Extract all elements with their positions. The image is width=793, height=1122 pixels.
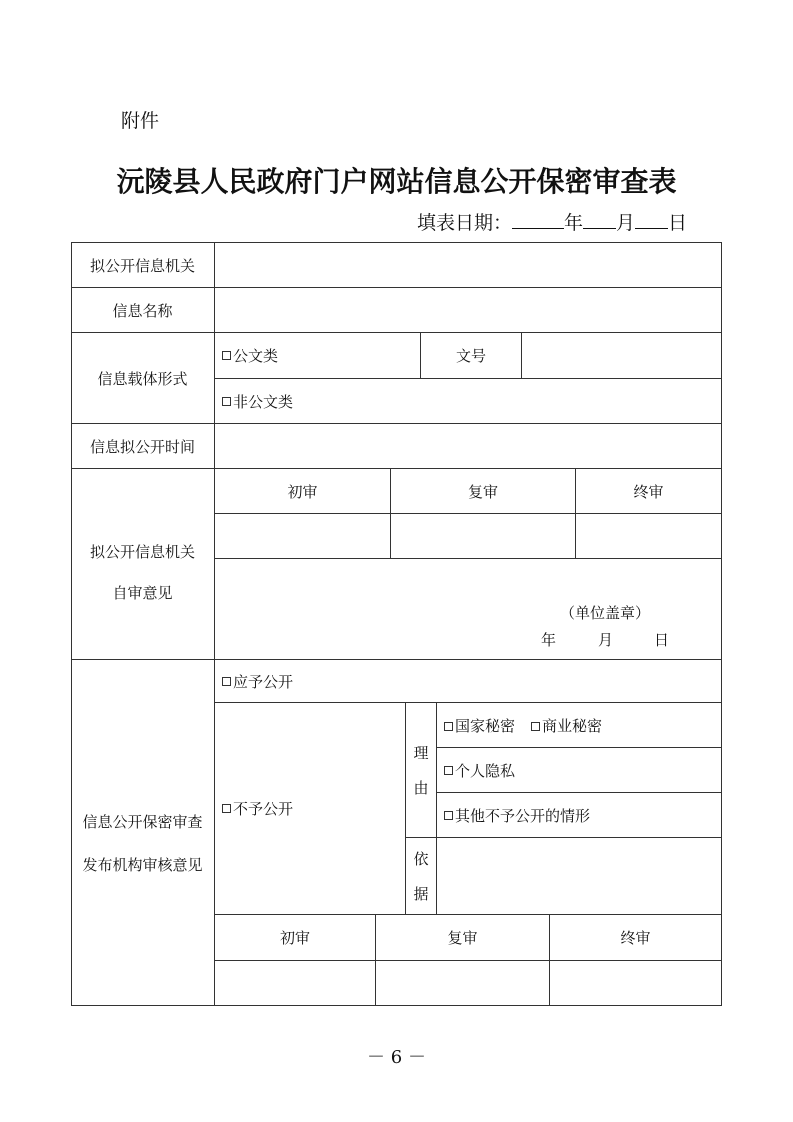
table-border-bottom [71,1005,722,1006]
year-blank[interactable] [512,211,564,229]
publish-initial-field[interactable] [215,961,375,1005]
should-publish-checkbox[interactable] [215,660,721,702]
checkbox-icon [531,722,540,731]
agency-field[interactable] [215,243,721,287]
page-title: 沅陵县人民政府门户网站信息公开保密审查表 [116,165,677,198]
self-review-label-line2: 自审意见 [112,584,173,602]
publish-stage-final: 终审 [620,929,651,947]
page-number: － 6 － [367,1047,426,1068]
year-unit: 年 [563,212,583,234]
other-reason-label: 其他不予公开的情形 [455,806,591,825]
day-unit: 日 [667,212,687,234]
label-info-name: 信息名称 [112,301,173,320]
self-review-label-line1: 拟公开信息机关 [89,543,195,561]
basis-char-1: 依 [413,850,429,868]
official-doc-checkbox[interactable] [215,333,420,378]
reason-char-2: 由 [413,779,429,797]
publish-stage-initial: 初审 [279,929,310,947]
checkbox-icon [444,722,453,731]
publish-stage-second: 复审 [447,929,478,947]
doc-number-field[interactable] [522,333,721,378]
not-publish-checkbox[interactable] [215,703,405,914]
trade-secret-checkbox[interactable] [531,715,602,736]
fill-date-label: 填表日期： [416,212,512,234]
state-secret-checkbox[interactable] [444,715,515,736]
reason-label [406,703,436,837]
checkbox-icon [222,804,231,813]
row-divider [214,558,722,559]
table-border-right [721,242,722,1006]
publish-review-label-line1: 信息公开保密审查 [82,812,203,831]
planned-time-field[interactable] [215,424,721,468]
checkbox-icon [222,397,231,406]
month-blank[interactable] [583,211,616,229]
basis-field[interactable] [437,838,721,914]
checkbox-icon [444,766,453,775]
checkbox-icon [222,677,231,686]
month-unit: 月 [615,212,635,234]
self-stage-second: 复审 [467,482,498,501]
self-stage-final: 终审 [633,482,664,501]
self-stage-initial: 初审 [287,482,318,501]
publish-review-label-line2: 发布机构审核意见 [82,855,203,874]
non-official-doc-checkbox[interactable] [215,379,721,423]
fill-date [417,208,687,235]
publish-second-field[interactable] [376,961,549,1005]
basis-char-2: 据 [413,885,429,903]
seal-day: 日 [654,631,670,649]
checkbox-icon [222,351,231,360]
non-official-doc-label: 非公文类 [233,392,294,411]
should-publish-label: 应予公开 [233,672,294,691]
reason-row-secrets [437,703,721,747]
self-initial-field[interactable] [215,514,390,558]
label-carrier-form: 信息载体形式 [97,369,188,388]
official-doc-label: 公文类 [233,347,279,365]
label-planned-time: 信息拟公开时间 [89,437,195,456]
trade-secret-label: 商业秘密 [542,716,603,735]
other-reason-checkbox[interactable] [437,793,721,837]
label-doc-number: 文号 [455,347,486,365]
not-publish-label: 不予公开 [233,800,294,818]
self-final-field[interactable] [576,514,721,558]
seal-label: （单位盖章） [560,604,651,622]
day-blank[interactable] [635,211,668,229]
seal-month: 月 [598,631,614,649]
self-second-field[interactable] [391,514,575,558]
seal-year: 年 [541,631,557,649]
privacy-checkbox[interactable] [437,748,721,792]
checkbox-icon [444,811,453,820]
state-secret-label: 国家秘密 [455,716,516,735]
attachment-label: 附件 [121,110,160,132]
basis-label [406,838,436,914]
label-agency: 拟公开信息机关 [89,256,195,275]
privacy-label: 个人隐私 [455,761,516,780]
reason-char-1: 理 [413,744,429,762]
self-review-label [71,469,214,659]
info-name-field[interactable] [215,288,721,332]
publish-final-field[interactable] [550,961,721,1005]
publish-review-label [71,660,214,1005]
